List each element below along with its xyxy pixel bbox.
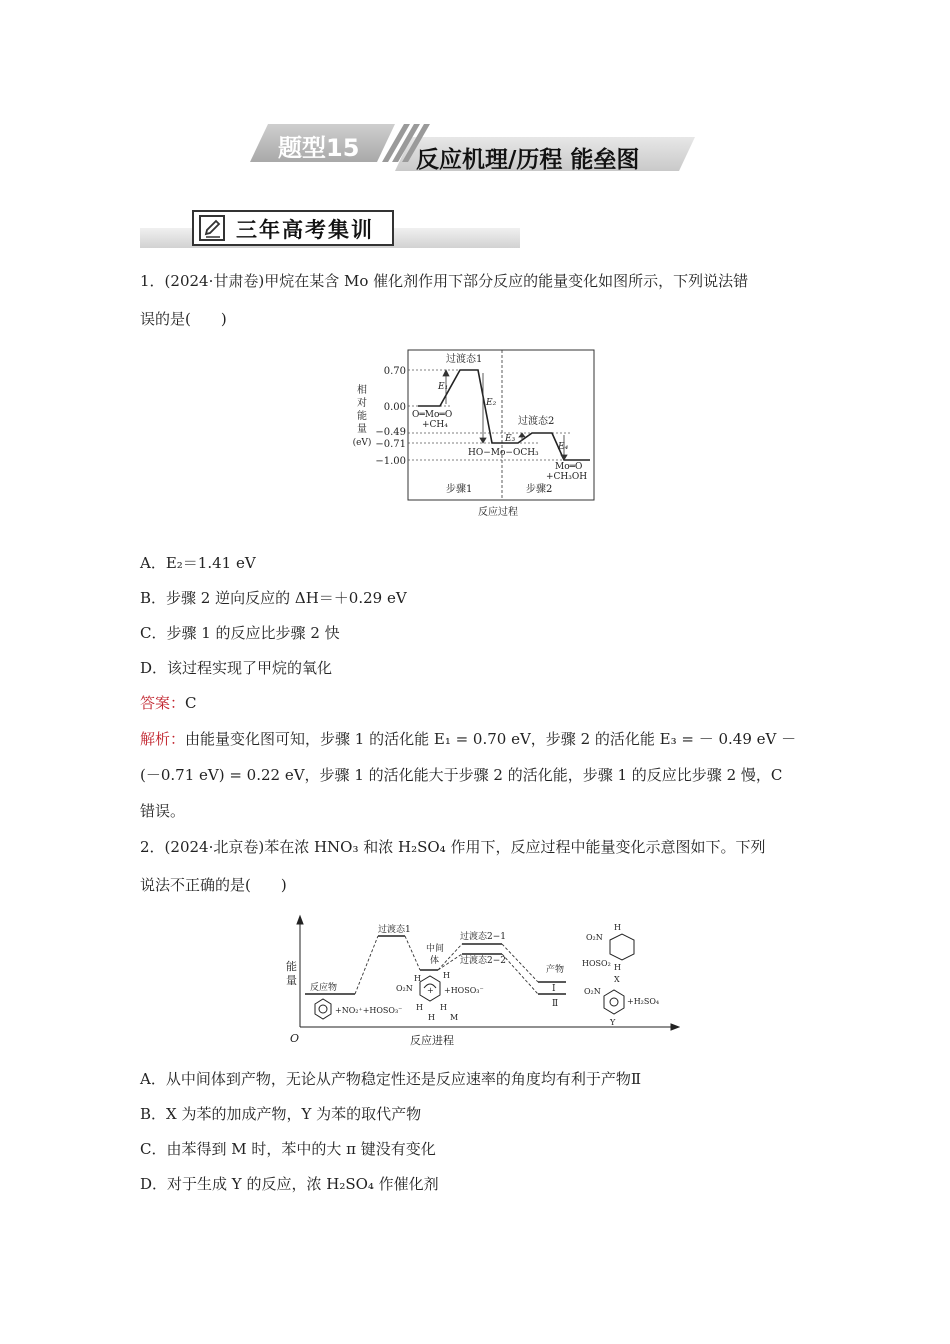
product-x-ring — [610, 934, 634, 960]
q1-ts2-label: 过渡态2 — [518, 416, 555, 427]
q1-step1-label: 步骤1 — [446, 484, 473, 495]
q1-reactant-line1: O═Mo═O — [412, 410, 453, 420]
q2-xaxis-label: 反应进程 — [410, 1034, 454, 1047]
q1-e4-label: E₄ — [558, 442, 569, 452]
q1-tick: −0.49 — [375, 427, 406, 438]
q1-tick: −1.00 — [375, 456, 406, 467]
q1-option-d[interactable]: D．该过程实现了甲烷的氧化 — [140, 659, 333, 677]
q1-option-b[interactable]: B．步骤 2 逆向反应的 ΔH＝＋0.29 eV — [140, 589, 407, 607]
q2-ylabel-char: 量 — [286, 974, 297, 987]
q1-e3-label: E₃ — [505, 434, 516, 444]
q2-intermediate-char: 体 — [430, 956, 440, 966]
q2-origin: O — [290, 1032, 300, 1045]
q1-xaxis-label: 反应过程 — [478, 507, 518, 518]
q1-option-a[interactable]: A．E₂＝1.41 eV — [140, 554, 256, 572]
q2-so3-x: HOSO₂ — [582, 959, 611, 968]
q2-option-d[interactable]: D．对于生成 Y 的反应，浓 H₂SO₄ 作催化剂 — [140, 1175, 439, 1193]
q2-product-1: Ⅰ — [552, 984, 556, 994]
q2-product-label: 产物 — [546, 965, 565, 975]
q2-stem-line1: 2．(2024·北京卷)苯在浓 HNO₃ 和浓 H₂SO₄ 作用下，反应过程中能量变化示意图如下。下列 — [140, 838, 766, 856]
q1-tick: 0.70 — [383, 366, 406, 377]
q1-e2-label: E₂ — [486, 398, 497, 408]
q1-ylabel-char: 对 — [357, 398, 367, 409]
q2-ts21-label: 过渡态2−1 — [460, 932, 506, 942]
topic-title: 反应机理/历程 能垒图 — [416, 147, 640, 173]
answer-label: 答案： — [140, 694, 186, 712]
q2-option-a[interactable]: A．从中间体到产物，无论从产物稳定性还是反应速率的角度均有利于产物Ⅱ — [140, 1070, 642, 1088]
q2-no2-y: O₂N — [584, 987, 601, 996]
analysis-text: 由能量变化图可知，步骤 1 的活化能 E₁ = 0.70 eV，步骤 2 的活化能 E₃ = － 0.49 eV － — [185, 730, 797, 748]
q2-no2-m: O₂N — [396, 984, 413, 993]
q1-ylabel-unit: (eV) — [352, 438, 372, 448]
q1-answer — [140, 693, 197, 713]
q1-analysis-line3: 错误。 — [140, 802, 186, 820]
q2-stem-line2: 说法不正确的是( ) — [140, 876, 287, 894]
q1-analysis-line2: (－0.71 eV) = 0.22 eV，步骤 1 的活化能大于步骤 2 的活化能，步骤 1 的反应比步骤 2 慢，C — [140, 766, 783, 784]
q1-ylabel-char: 相 — [357, 385, 367, 396]
q1-stem-line2: 误的是( ) — [140, 310, 227, 328]
product-y-ring — [604, 990, 624, 1014]
q2-energy-diagram — [280, 912, 680, 1052]
q1-e1-label: E₁ — [438, 382, 449, 392]
q2-reactant-label: 反应物 — [310, 983, 338, 993]
q2-h-m2: H — [443, 971, 450, 980]
q1-ylabel-char: 量 — [357, 424, 367, 435]
q1-energy-diagram — [350, 345, 600, 525]
q1-ts1-label: 过渡态1 — [446, 354, 483, 365]
q2-h-x: H — [614, 923, 621, 932]
q2-product-2: Ⅱ — [552, 999, 559, 1009]
q2-h-m: H — [414, 974, 421, 983]
q1-stem-line1: 1．(2024·甘肃卷)甲烷在某含 Mo 催化剂作用下部分反应的能量变化如图所示，下列说法错 — [140, 272, 749, 290]
q2-reactant-eq: +NO₂⁺+HOSO₃⁻ — [335, 1006, 403, 1015]
q2-option-c[interactable]: C．由苯得到 M 时，苯中的大 π 键没有变化 — [140, 1140, 436, 1158]
q1-option-c[interactable]: C．步骤 1 的反应比步骤 2 快 — [140, 624, 340, 642]
q2-h-m3: H — [416, 1003, 423, 1012]
q2-ts1-label: 过渡态1 — [378, 925, 411, 935]
answer-value: C — [185, 694, 197, 712]
q2-h-m4: H — [440, 1003, 447, 1012]
q2-ylabel-char: 能 — [286, 960, 297, 973]
type-label: 题型15 — [278, 134, 360, 162]
q1-tick: −0.71 — [375, 439, 406, 450]
q2-ts22-label: 过渡态2−2 — [460, 956, 506, 966]
benzene-ring — [315, 999, 331, 1019]
q2-h-m5: H — [428, 1013, 435, 1022]
q2-intermediate-char: 中间 — [426, 944, 445, 954]
analysis-label: 解析： — [140, 730, 186, 748]
q2-plus: + — [427, 986, 434, 995]
q2-h2so4: +H₂SO₄ — [627, 997, 660, 1006]
q1-intermediate-label: HO−Mo−OCH₃ — [468, 448, 539, 458]
q1-product-line2: +CH₃OH — [546, 472, 588, 482]
q2-no2-x: O₂N — [586, 933, 603, 942]
q2-x-label: X — [614, 975, 620, 984]
q1-tick: 0.00 — [383, 402, 406, 413]
q2-h-x2: H — [614, 963, 621, 972]
q2-m-label: M — [450, 1013, 459, 1022]
q2-m-extra: +HOSO₃⁻ — [444, 986, 484, 995]
section-title: 三年高考集训 — [236, 218, 374, 242]
q1-step2-label: 步骤2 — [526, 484, 553, 495]
edit-icon — [198, 214, 226, 242]
q2-y-label: Y — [610, 1018, 616, 1027]
q1-analysis-line1 — [140, 729, 796, 749]
q1-ylabel-char: 能 — [357, 411, 367, 422]
q2-option-b[interactable]: B．X 为苯的加成产物，Y 为苯的取代产物 — [140, 1105, 422, 1123]
q1-reactant-line2: +CH₄ — [422, 420, 448, 430]
q1-product-line1: Mo═O — [555, 462, 583, 472]
